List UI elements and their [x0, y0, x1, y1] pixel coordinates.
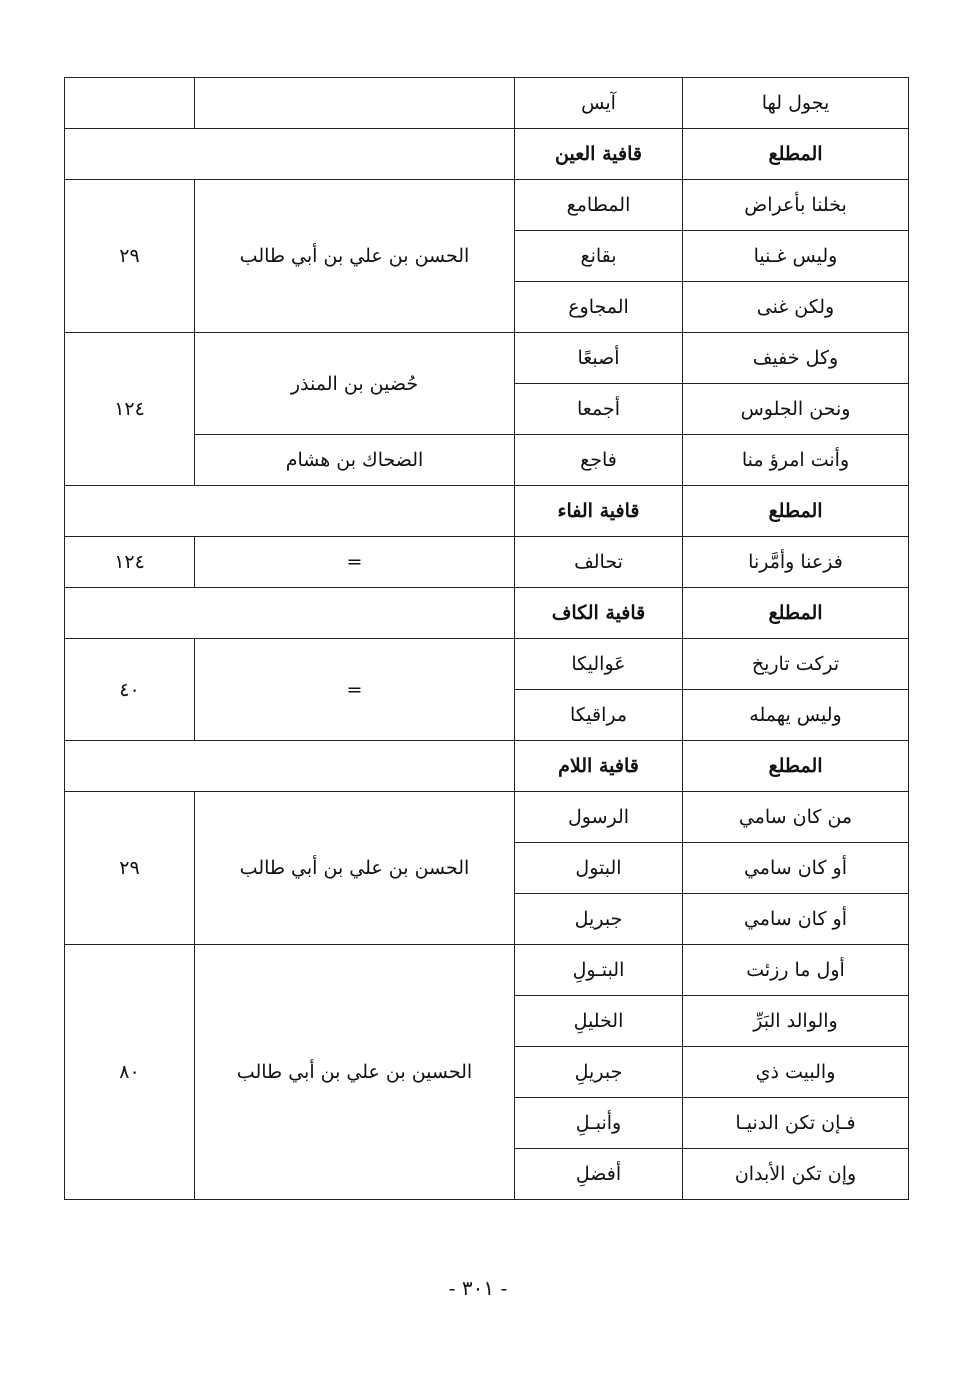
- section-header-row: [65, 486, 909, 537]
- rhyme-cell: البتول: [515, 843, 683, 894]
- matla-cell: من كان سامي: [683, 792, 909, 843]
- rhyme-cell: مراقيكا: [515, 690, 683, 741]
- rhyme-header-cell: قافية العين: [515, 129, 683, 180]
- rhyme-cell: فاجع: [515, 435, 683, 486]
- table-row: [65, 639, 909, 690]
- table-row: [65, 537, 909, 588]
- rhyme-cell: بقانع: [515, 231, 683, 282]
- page-ref-cell: ١٢٤: [65, 333, 195, 486]
- table-row: [65, 945, 909, 996]
- matla-cell: تركت تاريخ: [683, 639, 909, 690]
- matla-header-cell: المطلع: [683, 588, 909, 639]
- rhyme-cell: عَواليكا: [515, 639, 683, 690]
- matla-cell: والوالد البَرِّ: [683, 996, 909, 1047]
- page-ref-cell: ٢٩: [65, 792, 195, 945]
- matla-cell: أو كان سامي: [683, 894, 909, 945]
- page-ref-cell: ١٢٤: [65, 537, 195, 588]
- page-ref-cell: ٤٠: [65, 639, 195, 741]
- matla-cell: وإن تكن الأبدان: [683, 1149, 909, 1200]
- header-blank-cell: [65, 588, 515, 639]
- matla-header-cell: المطلع: [683, 129, 909, 180]
- poet-cell: حُضين بن المنذر: [195, 333, 515, 435]
- matla-header-cell: المطلع: [683, 486, 909, 537]
- rhyme-header-cell: قافية الفاء: [515, 486, 683, 537]
- poet-cell: [195, 78, 515, 129]
- section-header-row: [65, 588, 909, 639]
- rhyme-cell: البتـولِ: [515, 945, 683, 996]
- poem-index-table: [64, 77, 909, 1200]
- poet-cell: =: [195, 639, 515, 741]
- matla-cell: أول ما رزئت: [683, 945, 909, 996]
- matla-cell: أو كان سامي: [683, 843, 909, 894]
- header-blank-cell: [65, 741, 515, 792]
- page-ref-cell: ٨٠: [65, 945, 195, 1200]
- rhyme-cell: أصبعًا: [515, 333, 683, 384]
- poet-cell: الحسين بن علي بن أبي طالب: [195, 945, 515, 1200]
- rhyme-cell: المجاوع: [515, 282, 683, 333]
- rhyme-cell: جبريلِ: [515, 1047, 683, 1098]
- poet-cell: =: [195, 537, 515, 588]
- table-row: [65, 792, 909, 843]
- matla-cell: يجول لها: [683, 78, 909, 129]
- matla-cell: ونحن الجلوس: [683, 384, 909, 435]
- matla-cell: وليس غـنيا: [683, 231, 909, 282]
- matla-cell: فزعنا وأمَّرنا: [683, 537, 909, 588]
- rhyme-header-cell: قافية الكاف: [515, 588, 683, 639]
- matla-cell: بخلنا بأعراض: [683, 180, 909, 231]
- matla-cell: وكل خفيف: [683, 333, 909, 384]
- rhyme-cell: الرسول: [515, 792, 683, 843]
- rhyme-cell: الخليلِ: [515, 996, 683, 1047]
- poet-cell: الحسن بن علي بن أبي طالب: [195, 180, 515, 333]
- matla-cell: والبيت ذي: [683, 1047, 909, 1098]
- section-header-row: [65, 129, 909, 180]
- table-row: [65, 78, 909, 129]
- rhyme-header-cell: قافية اللام: [515, 741, 683, 792]
- poet-cell: الحسن بن علي بن أبي طالب: [195, 792, 515, 945]
- table-row: [65, 180, 909, 231]
- page-ref-cell: ٢٩: [65, 180, 195, 333]
- matla-header-cell: المطلع: [683, 741, 909, 792]
- rhyme-cell: جبريل: [515, 894, 683, 945]
- matla-cell: وليس يهمله: [683, 690, 909, 741]
- header-blank-cell: [65, 486, 515, 537]
- matla-cell: وأنت امرؤ منا: [683, 435, 909, 486]
- table-row: [65, 333, 909, 384]
- page-ref-cell: [65, 78, 195, 129]
- rhyme-cell: آيس: [515, 78, 683, 129]
- rhyme-cell: تحالف: [515, 537, 683, 588]
- rhyme-cell: وأنبـلِ: [515, 1098, 683, 1149]
- section-header-row: [65, 741, 909, 792]
- poet-cell: الضحاك بن هشام: [195, 435, 515, 486]
- matla-cell: فـإن تكن الدنيـا: [683, 1098, 909, 1149]
- rhyme-cell: المطامع: [515, 180, 683, 231]
- rhyme-cell: أجمعا: [515, 384, 683, 435]
- rhyme-cell: أفضلِ: [515, 1149, 683, 1200]
- page-number: - ٣٠١ -: [448, 1276, 508, 1300]
- matla-cell: ولكن غنى: [683, 282, 909, 333]
- header-blank-cell: [65, 129, 515, 180]
